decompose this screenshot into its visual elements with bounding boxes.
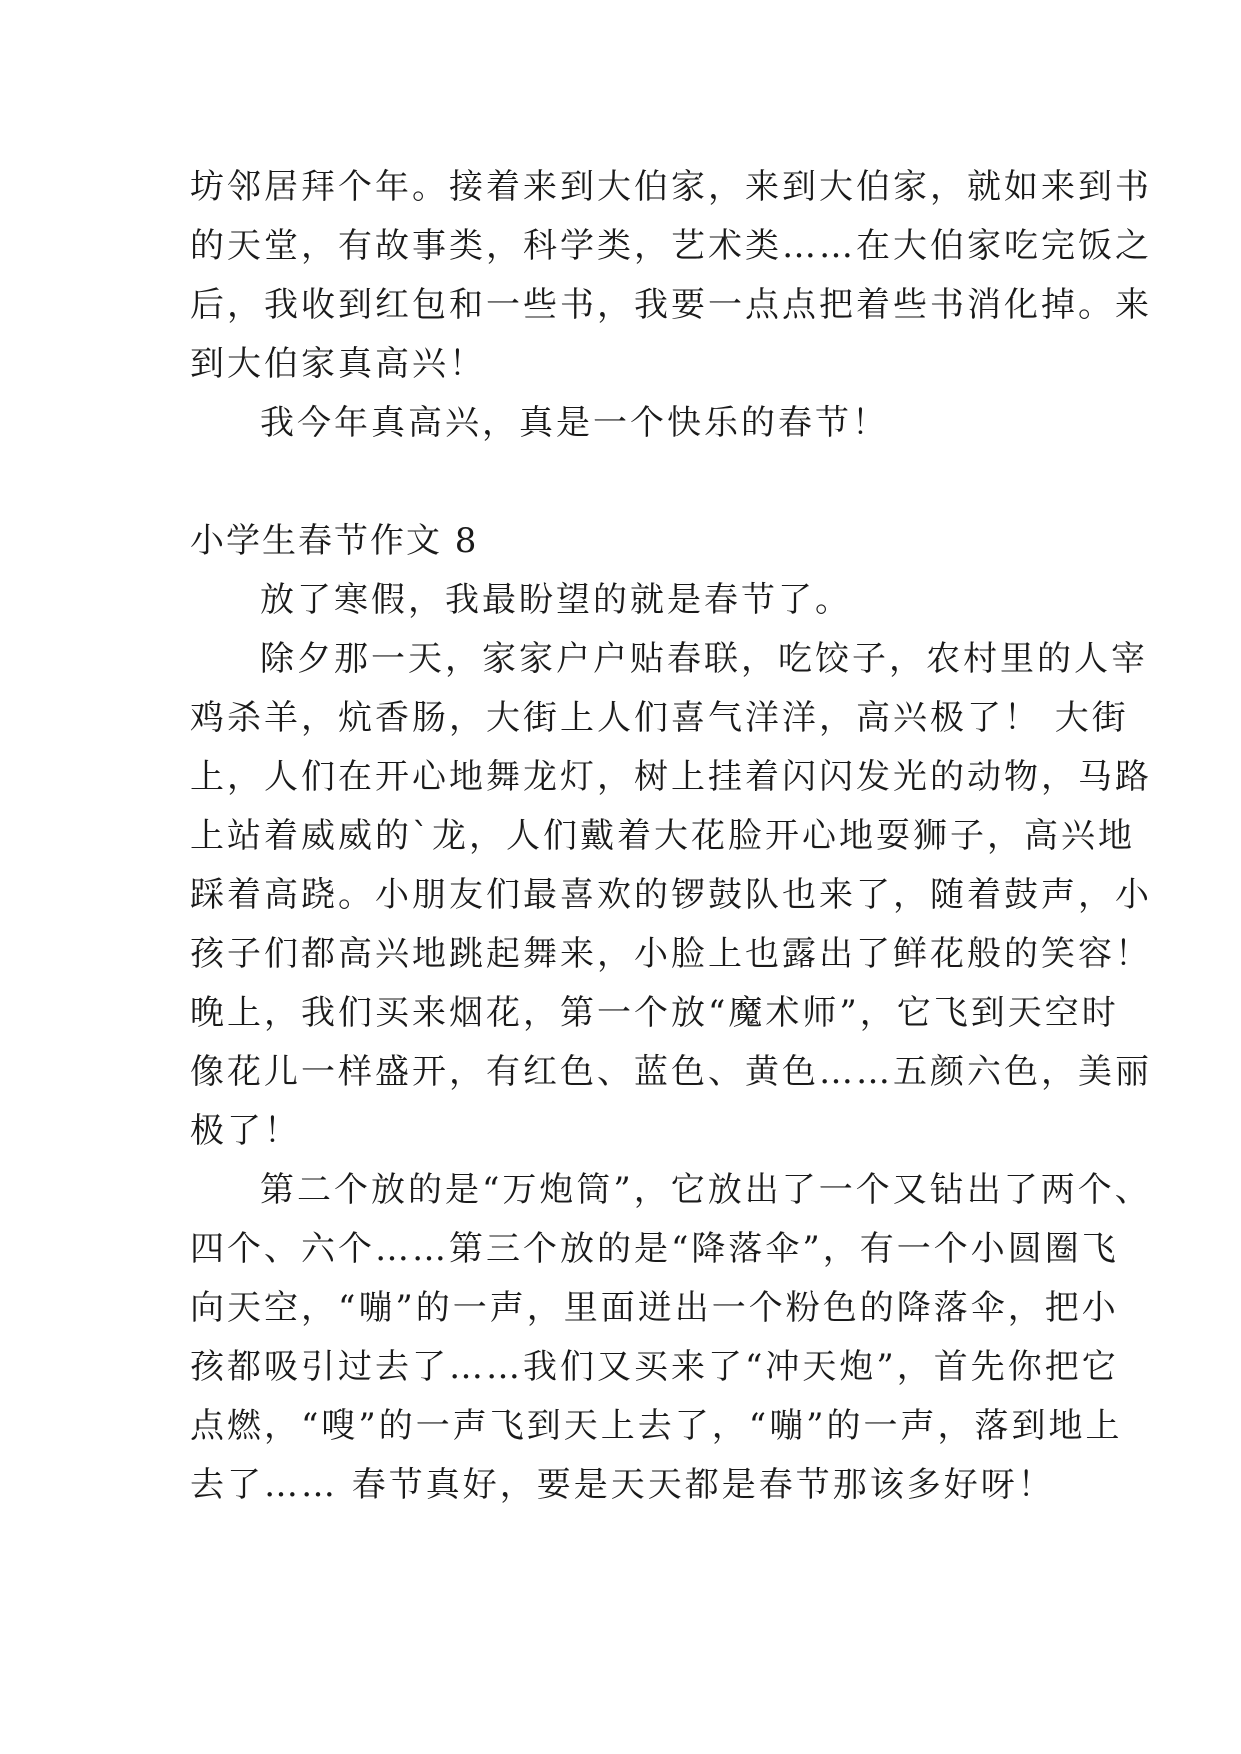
essay-title xyxy=(190,512,1060,571)
text-line: 像花儿一样盛开，有红色、蓝色、黄色……五颜六色，美丽 xyxy=(190,1052,1152,1092)
text-line: 上，人们在开心地舞龙灯，树上挂着闪闪发光的动物，马路 xyxy=(190,757,1152,797)
paragraph-3 xyxy=(190,1161,1152,1515)
essay-title-text: 小学生春节作文 8 xyxy=(190,521,479,561)
text-line: 踩着高跷。小朋友们最喜欢的锣鼓队也来了，随着鼓声，小 xyxy=(190,875,1152,915)
paragraph-1 xyxy=(190,571,1060,630)
section-gap xyxy=(190,453,1060,512)
text-line: 第二个放的是“万炮筒”，它放出了一个又钻出了两个、 xyxy=(260,1170,1152,1210)
text-line: 晚上，我们买来烟花，第一个放“魔术师”，它飞到天空时 xyxy=(190,993,1119,1033)
text-line: 去了…… 春节真好，要是天天都是春节那该多好呀！ xyxy=(190,1465,1055,1505)
text-line: 孩都吸引过去了……我们又买来了“冲天炮”，首先你把它 xyxy=(190,1347,1119,1387)
paragraph-closing xyxy=(190,394,1060,453)
paragraph-2 xyxy=(190,630,1152,1161)
text-line: 向天空，“嘣”的一声，里面迸出一个粉色的降落伞，把小 xyxy=(190,1288,1119,1328)
text-line: 的天堂，有故事类，科学类，艺术类……在大伯家吃完饭之 xyxy=(190,226,1152,266)
text-line: 除夕那一天，家家户户贴春联，吃饺子，农村里的人宰 xyxy=(260,639,1148,679)
text-line: 放了寒假，我最盼望的就是春节了。 xyxy=(260,580,852,620)
text-line: 我今年真高兴，真是一个快乐的春节！ xyxy=(260,403,889,443)
text-line: 点燃，“嗖”的一声飞到天上去了，“嘣”的一声，落到地上 xyxy=(190,1406,1123,1446)
text-line: 到大伯家真高兴！ xyxy=(190,344,486,384)
text-line: 后，我收到红包和一些书，我要一点点把着些书消化掉。来 xyxy=(190,285,1152,325)
text-line: 鸡杀羊，炕香肠，大街上人们喜气洋洋，高兴极了！ 大街 xyxy=(190,698,1129,738)
document-body xyxy=(190,158,1152,1515)
text-line: 上站着威威的`龙，人们戴着大花脸开心地耍狮子，高兴地 xyxy=(190,816,1135,856)
paragraph-continued xyxy=(190,158,1152,394)
text-line: 孩子们都高兴地跳起舞来，小脸上也露出了鲜花般的笑容！ xyxy=(190,934,1152,974)
text-line: 坊邻居拜个年。接着来到大伯家，来到大伯家，就如来到书 xyxy=(190,167,1152,207)
text-line: 四个、六个……第三个放的是“降落伞”，有一个小圆圈飞 xyxy=(190,1229,1119,1269)
text-line: 极了！ xyxy=(190,1111,301,1151)
